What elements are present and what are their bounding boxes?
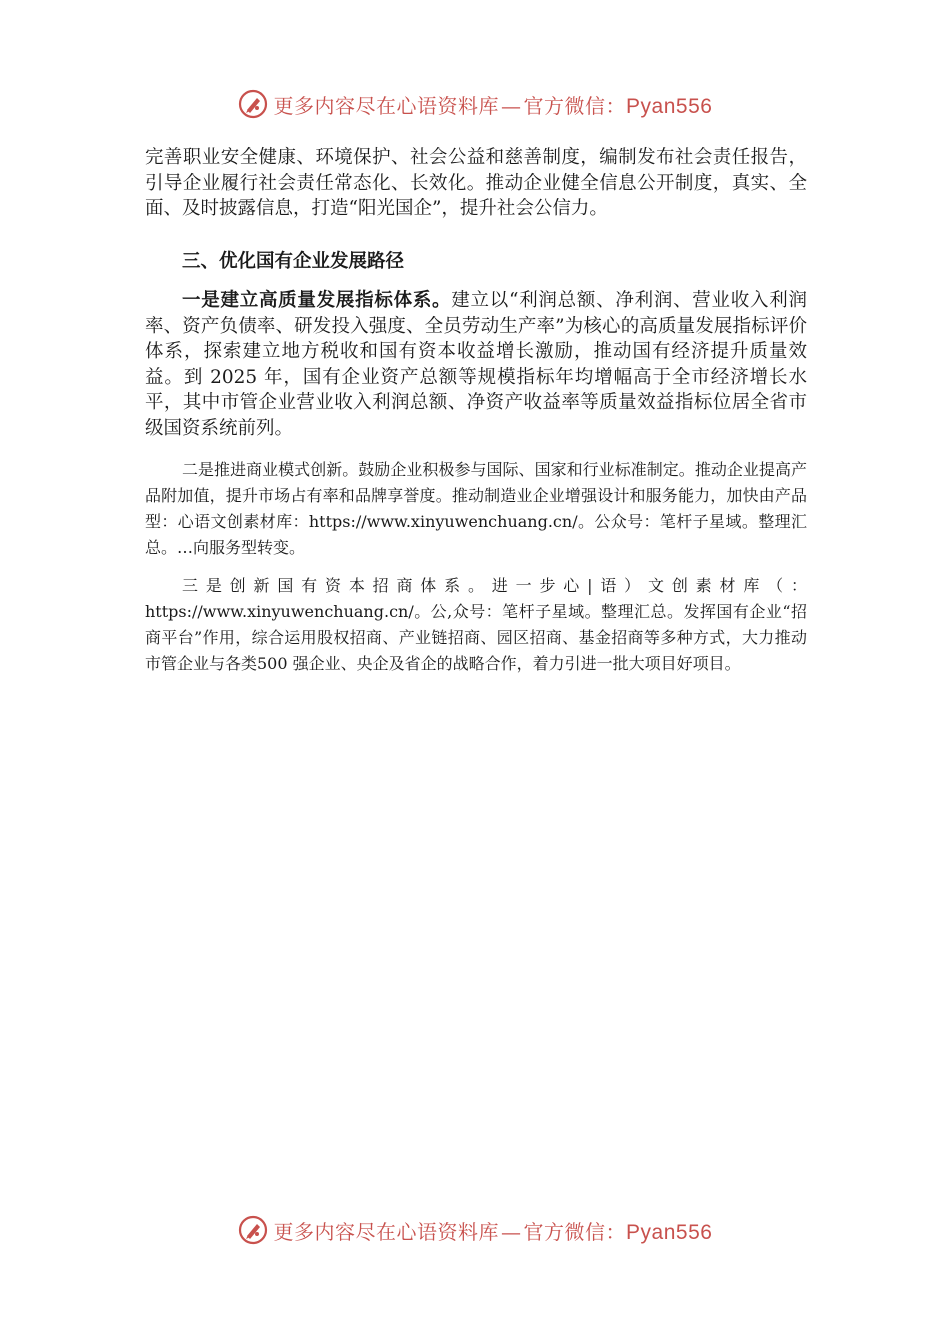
section-heading-3: 三、优化国有企业发展路径	[182, 250, 405, 272]
paragraph-social-responsibility: 完善职业安全健康、环境保护、社会公益和慈善制度，编制发布社会责任报告，引导企业履行社会责任常态化、长效化。推动企业健全信息公开制度，真实、全面、及时披露信息，打造“阳光国企”，提升社会公信力。	[145, 147, 807, 219]
watermark-text	[274, 1216, 713, 1245]
paragraph-item-1	[145, 288, 807, 441]
item-1-lead: 一是建立高质量发展指标体系。	[182, 290, 452, 311]
paragraph-item-3: 三是创新国有资本招商体系。进一步心|语）文创素材库（：https://www.xinyuwenchuang.cn/。公,众号：笔杆子星域。整理汇总。发挥国有企业“招商平台”作用，综合运用股权招商、产业链招商、园区招商、基金招商等多种方式，大力推动市管企业与各类500 强企业、央企及省企的战略合作，着力引进一批大项目好项目。	[145, 576, 807, 673]
watermark-title: 更多内容尽在心语资料库	[273, 1219, 500, 1244]
pen-seal-icon	[238, 89, 268, 119]
watermark-dash: —	[501, 1219, 522, 1244]
document-body	[145, 145, 807, 677]
watermark-text	[274, 90, 713, 119]
footer-watermark	[0, 1210, 950, 1250]
pen-seal-icon	[238, 1215, 268, 1245]
paragraph-item-2: 二是推进商业模式创新。鼓励企业积极参与国际、国家和行业标准制定。推动企业提高产品附加值，提升市场占有率和品牌享誉度。推动制造业企业增强设计和服务能力，加快由产品型：心语文创素材库：https://www.xinyuwenchuang.cn/。公众号：笔杆子星域。整理汇总。…向服务型转变。	[145, 460, 807, 557]
header-watermark	[0, 84, 950, 124]
watermark-wechat-id: Pyan556	[626, 94, 713, 118]
item-1-text: 建立以“利润总额、净利润、营业收入利润率、资产负债率、研发投入强度、全员劳动生产率”为核心的高质量发展指标评价体系，探索建立地方税收和国有资本收益增长激励，推动国有经济提升质量效益。到 2025 年，国有企业资产总额等规模指标年均增幅高于全市经济增长水平，其中市管企业营业收入利润总额、净资产收益率等质量效益指标位居全省市级国资系统前列。	[145, 290, 807, 439]
watermark-title: 更多内容尽在心语资料库	[273, 93, 500, 118]
watermark-suffix: 官方微信：	[523, 1219, 627, 1244]
watermark-wechat-id: Pyan556	[626, 1220, 713, 1244]
watermark-dash: —	[501, 93, 522, 118]
watermark-suffix: 官方微信：	[523, 93, 627, 118]
